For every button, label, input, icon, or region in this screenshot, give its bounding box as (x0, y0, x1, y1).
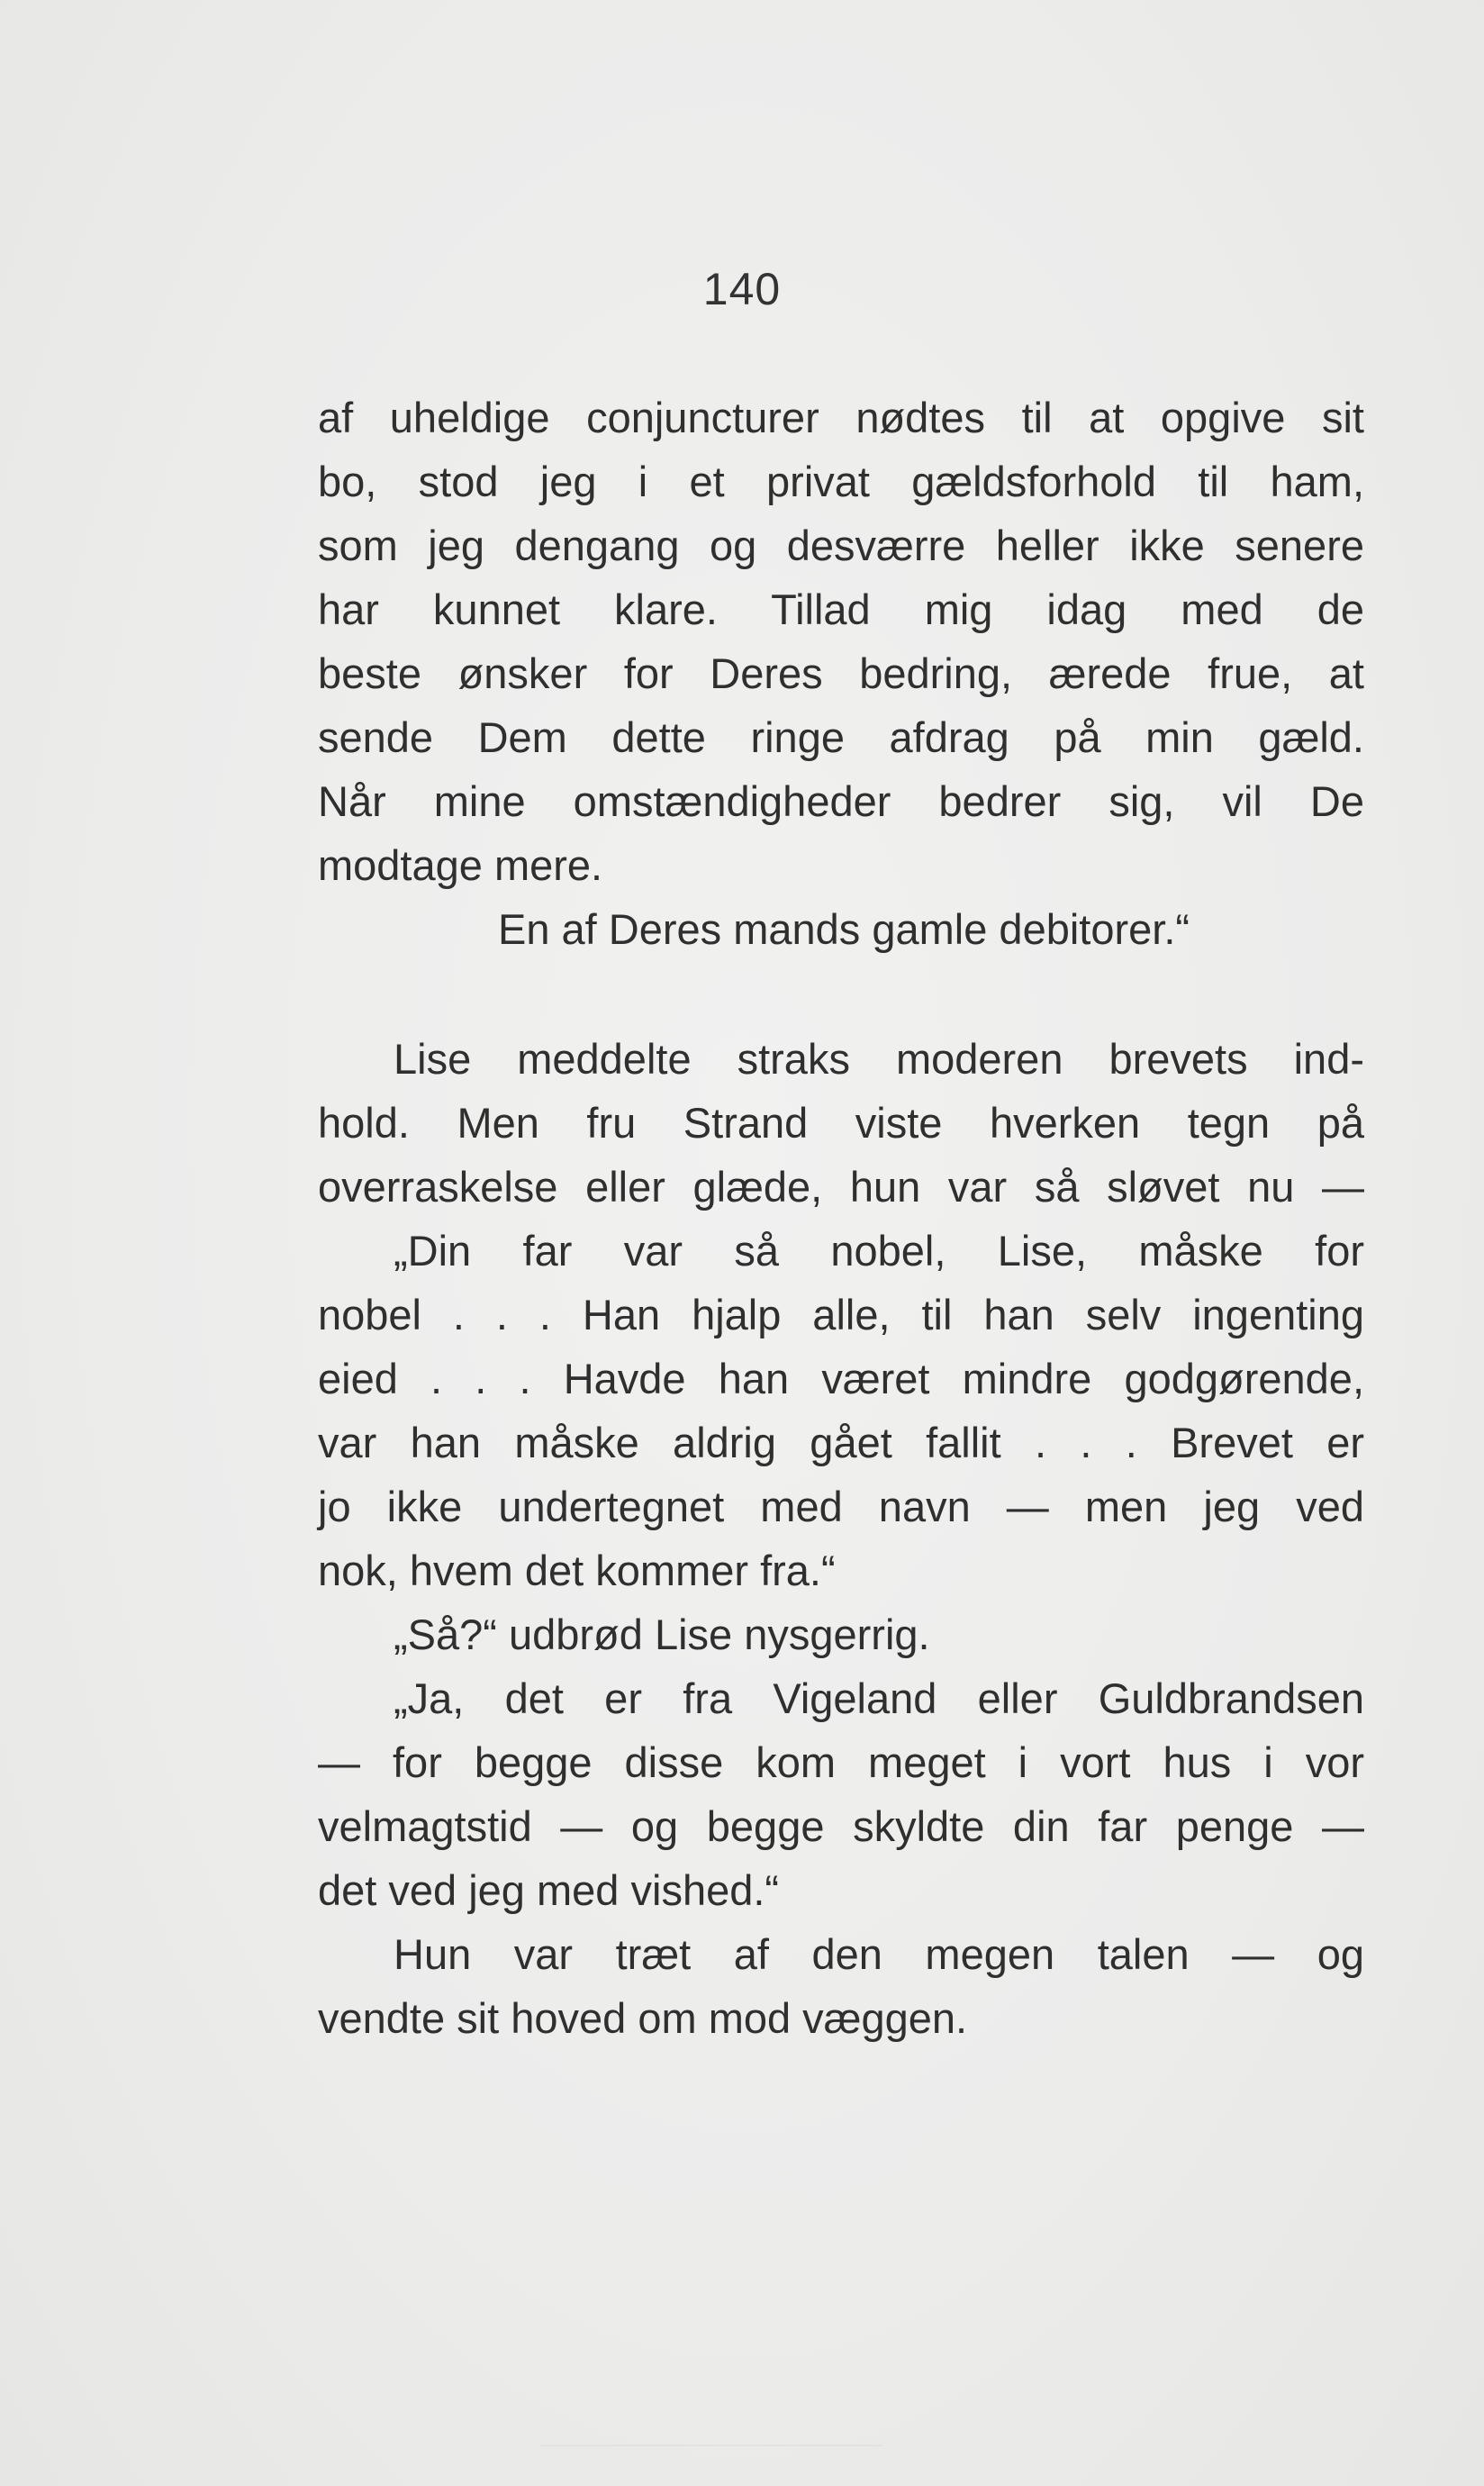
page-edge-mark (540, 2445, 882, 2446)
text-line: af uheldige conjuncturer nødtes til at opgive sit (318, 394, 1364, 441)
text-line: var han måske aldrig gået fallit . . . Brevet er (318, 1419, 1364, 1466)
text-line: velmagtstid — og begge skyldte din far penge — (318, 1802, 1364, 1850)
letter-signature: En af Deres mands gamle debitorer.“ (498, 905, 1190, 953)
text-line: jo ikke undertegnet med navn — men jeg ved (318, 1483, 1364, 1530)
text-line: har kunnet klare. Tillad mig idag med de (318, 585, 1364, 633)
text-line: eied . . . Havde han været mindre godgørende, (318, 1355, 1364, 1402)
text-line: „Ja, det er fra Vigeland eller Guldbrandsen (394, 1674, 1364, 1722)
text-line: — for begge disse kom meget i vort hus i vor (318, 1738, 1364, 1786)
text-line: sende Dem dette ringe afdrag på min gæld. (318, 713, 1364, 761)
text-line: overraskelse eller glæde, hun var så sløvet nu — (318, 1163, 1364, 1211)
text-line: hold. Men fru Strand viste hverken tegn på (318, 1099, 1364, 1147)
text-line: det ved jeg med vished.“ (318, 1866, 780, 1914)
text-line: som jeg dengang og desværre heller ikke senere (318, 522, 1364, 569)
text-line: beste ønsker for Deres bedring, ærede frue, at (318, 649, 1364, 697)
text-line: bo, stod jeg i et privat gældsforhold til ham, (318, 458, 1364, 505)
text-line: Når mine omstændigheder bedrer sig, vil De (318, 777, 1364, 825)
text-line: Lise meddelte straks moderen brevets ind- (394, 1035, 1364, 1083)
text-line: nok, hvem det kommer fra.“ (318, 1547, 836, 1594)
text-line: modtage mere. (318, 841, 603, 889)
text-line: vendte sit hoved om mod væggen. (318, 1994, 968, 2042)
text-line: „Så?“ udbrød Lise nysgerrig. (394, 1610, 930, 1658)
page-number: 140 (702, 264, 782, 314)
text-line: „Din far var så nobel, Lise, måske for (394, 1227, 1364, 1275)
text-line: nobel . . . Han hjalp alle, til han selv ingenting (318, 1291, 1364, 1338)
text-line: Hun var træt af den megen talen — og (394, 1930, 1364, 1978)
